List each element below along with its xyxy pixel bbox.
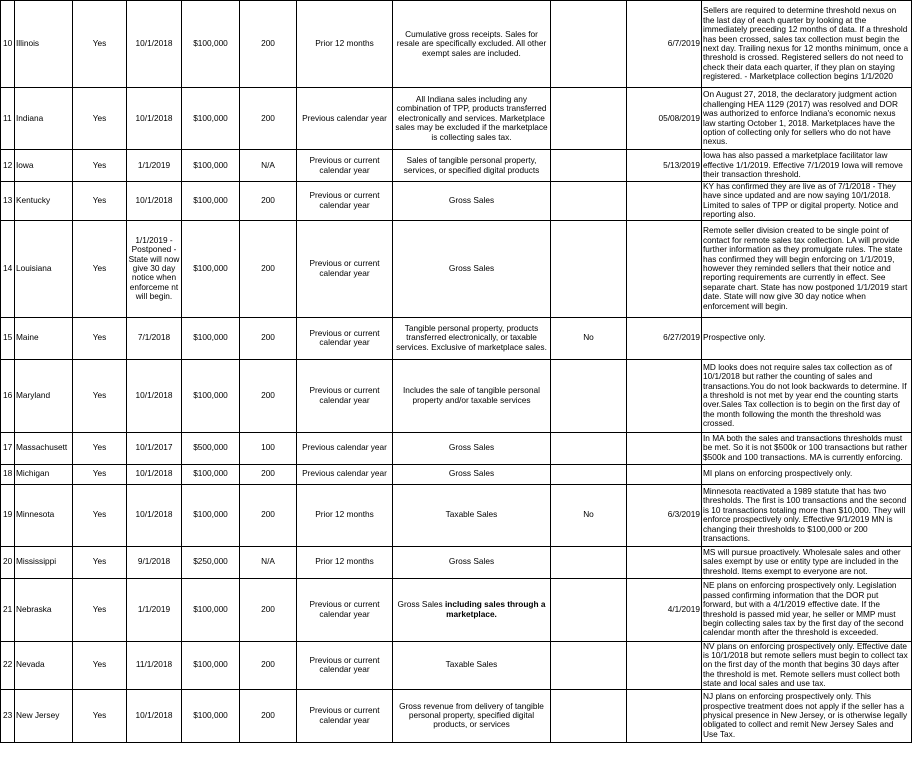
state-name: Minnesota — [15, 484, 73, 546]
row-number: 23 — [1, 689, 15, 742]
notes-cell: MI plans on enforcing prospectively only. — [702, 464, 912, 484]
included-sales-text: Taxable Sales — [445, 509, 498, 520]
measurement-period: Previous or current calendar year — [297, 317, 393, 359]
yes-cell: Yes — [73, 220, 127, 317]
measurement-period: Previous or current calendar year — [297, 150, 393, 182]
transaction-threshold: N/A — [240, 546, 297, 578]
included-sales-text: Gross Sales — [448, 442, 495, 453]
sales-threshold: $100,000 — [182, 182, 240, 221]
transaction-threshold: 100 — [240, 432, 297, 464]
enforcement-date — [627, 689, 702, 742]
col9-cell — [551, 182, 627, 221]
row-number: 10 — [1, 1, 15, 88]
effective-date: 10/1/2017 — [127, 432, 182, 464]
notes-cell: MD looks does not require sales tax collection as of 10/1/2018 but rather the counting of sales and transactions.You do not look backwards to determine. If a threshold is not met by year end the counting starts over.Sales Tax collection is to begin on the first day of the month following the month the threshold was crossed. — [702, 359, 912, 432]
yes-cell: Yes — [73, 641, 127, 689]
included-sales-text: All Indiana sales including any combination of TPP, products transferred electronically and services. Marketplace sales may be excluded if the marketplace is collecting sales tax. — [395, 93, 548, 142]
col9-cell — [551, 578, 627, 641]
measurement-period: Previous calendar year — [297, 432, 393, 464]
row-number: 21 — [1, 578, 15, 641]
measurement-period: Previous or current calendar year — [297, 641, 393, 689]
included-sales — [393, 88, 551, 150]
sales-threshold: $100,000 — [182, 484, 240, 546]
enforcement-date: 6/27/2019 — [627, 317, 702, 359]
state-name: Maine — [15, 317, 73, 359]
table-row — [1, 641, 912, 689]
included-sales-text: Taxable Sales — [445, 659, 498, 670]
col9-cell — [551, 546, 627, 578]
measurement-period: Previous or current calendar year — [297, 359, 393, 432]
notes-cell: Remote seller division created to be single point of contact for remote sales tax collection. LA will provide further information as they promulgate rules. The state has confirmed they will begin enforcing on 1/1/2019, however they reminded sellers that their notice and reporting requirements are currently in effect. See separate chart. State has now postponed 1/1/2019 start date. State will now give 30 day notice when enforcement will begin. — [702, 220, 912, 317]
row-number: 14 — [1, 220, 15, 317]
sales-threshold: $100,000 — [182, 464, 240, 484]
included-sales — [393, 546, 551, 578]
included-sales-text: Gross Sales — [448, 468, 495, 479]
row-number: 16 — [1, 359, 15, 432]
col9-cell: No — [551, 317, 627, 359]
row-number: 11 — [1, 88, 15, 150]
effective-date: 1/1/2019 - Postponed - State will now give 30 day notice when enforceme nt will begin. — [127, 220, 182, 317]
measurement-period: Previous or current calendar year — [297, 689, 393, 742]
transaction-threshold: 200 — [240, 1, 297, 88]
included-sales-text: Gross revenue from delivery of tangible personal property, specified digital products, or services — [399, 700, 544, 730]
sales-threshold: $100,000 — [182, 689, 240, 742]
included-sales-text: Gross Sales — [448, 556, 495, 567]
notes-cell: On August 27, 2018, the declaratory judgment action challenging HEA 1129 (2017) was resolved and DOR was authorized to enforce Indiana's economic nexus law starting October 1, 2018. Marketplaces have the option of collecting only for sellers who do not have nexus. — [702, 88, 912, 150]
row-number: 15 — [1, 317, 15, 359]
measurement-period: Previous or current calendar year — [297, 578, 393, 641]
row-number: 18 — [1, 464, 15, 484]
measurement-period: Prior 12 months — [297, 546, 393, 578]
notes-cell: Sellers are required to determine threshold nexus on the last day of each quarter by looking at the immediately preceding 12 months of data. If a threshold has been crossed, sales tax collection must begin the next day. Trailing nexus for 12 months minimum, once a threshold is crossed. Registered sellers do not need to check their data each quarter, if they plan on staying registered. - Marketplace collection begins 1/1/2020 — [702, 1, 912, 88]
state-name: Nebraska — [15, 578, 73, 641]
included-sales — [393, 484, 551, 546]
sales-threshold: $100,000 — [182, 359, 240, 432]
state-name: Massachusett — [15, 432, 73, 464]
included-sales — [393, 150, 551, 182]
enforcement-date — [627, 359, 702, 432]
measurement-period: Previous or current calendar year — [297, 182, 393, 221]
yes-cell: Yes — [73, 150, 127, 182]
state-name: Maryland — [15, 359, 73, 432]
measurement-period: Previous calendar year — [297, 464, 393, 484]
enforcement-date — [627, 464, 702, 484]
transaction-threshold: N/A — [240, 150, 297, 182]
included-sales-text: Gross Sales — [448, 262, 495, 273]
yes-cell: Yes — [73, 88, 127, 150]
transaction-threshold: 200 — [240, 88, 297, 150]
included-sales-text: Gross Sales — [448, 195, 495, 206]
included-sales — [393, 182, 551, 221]
state-name: Illinois — [15, 1, 73, 88]
row-number: 20 — [1, 546, 15, 578]
sales-threshold: $250,000 — [182, 546, 240, 578]
table-row — [1, 484, 912, 546]
state-name: Michigan — [15, 464, 73, 484]
enforcement-date: 5/13/2019 — [627, 150, 702, 182]
table-row — [1, 359, 912, 432]
notes-cell: KY has confirmed they are live as of 7/1/2018 - They have since updated and are now saying 10/1/2018. Limited to sales of TPP or digital property. Notice and reporting also. — [702, 182, 912, 221]
transaction-threshold: 200 — [240, 464, 297, 484]
notes-cell: Iowa has also passed a marketplace facilitator law effective 1/1/2019. Effective 7/1/2019 Iowa will remove their transaction threshold. — [702, 150, 912, 182]
sales-threshold: $500,000 — [182, 432, 240, 464]
yes-cell: Yes — [73, 464, 127, 484]
yes-cell: Yes — [73, 578, 127, 641]
notes-cell: Minnesota reactivated a 1989 statute that has two thresholds. The first is 100 transactions and the second is 10 transactions totaling more than $10,000. They will enforce prospectively only. Effective 9/1/2019 MN is changing their thresholds to $100,000 or 200 transactions. — [702, 484, 912, 546]
effective-date: 11/1/2018 — [127, 641, 182, 689]
yes-cell: Yes — [73, 1, 127, 88]
row-number: 22 — [1, 641, 15, 689]
table-row — [1, 150, 912, 182]
table-row — [1, 464, 912, 484]
enforcement-date — [627, 641, 702, 689]
sales-threshold: $100,000 — [182, 317, 240, 359]
enforcement-date — [627, 546, 702, 578]
sales-threshold: $100,000 — [182, 1, 240, 88]
yes-cell: Yes — [73, 432, 127, 464]
enforcement-date: 6/3/2019 — [627, 484, 702, 546]
col9-cell — [551, 220, 627, 317]
notes-cell: Prospective only. — [702, 317, 912, 359]
measurement-period: Previous or current calendar year — [297, 220, 393, 317]
transaction-threshold: 200 — [240, 220, 297, 317]
included-sales — [393, 317, 551, 359]
yes-cell: Yes — [73, 546, 127, 578]
notes-cell: NJ plans on enforcing prospectively only. This prospective treatment does not apply if the seller has a physical presence in New Jersey, or is otherwise legally obligated to collect and remit New Jersey Sales and Use Tax. — [702, 689, 912, 742]
table-row — [1, 88, 912, 150]
notes-cell: MS will pursue proactively. Wholesale sales and other sales exempt by use or entity type are included in the threshold. Items exempt to everyone are not. — [702, 546, 912, 578]
sales-threshold: $100,000 — [182, 150, 240, 182]
row-number: 17 — [1, 432, 15, 464]
table-row — [1, 432, 912, 464]
effective-date: 10/1/2018 — [127, 1, 182, 88]
state-name: Mississippi — [15, 546, 73, 578]
effective-date: 1/1/2019 — [127, 578, 182, 641]
row-number: 12 — [1, 150, 15, 182]
table-row — [1, 546, 912, 578]
sales-threshold: $100,000 — [182, 220, 240, 317]
yes-cell: Yes — [73, 689, 127, 742]
enforcement-date — [627, 182, 702, 221]
sales-threshold: $100,000 — [182, 578, 240, 641]
transaction-threshold: 200 — [240, 359, 297, 432]
transaction-threshold: 200 — [240, 317, 297, 359]
col9-cell — [551, 88, 627, 150]
included-sales-bold: including sales through a marketplace. — [442, 599, 546, 619]
measurement-period: Prior 12 months — [297, 484, 393, 546]
enforcement-date — [627, 432, 702, 464]
enforcement-date — [627, 220, 702, 317]
enforcement-date: 4/1/2019 — [627, 578, 702, 641]
effective-date: 10/1/2018 — [127, 464, 182, 484]
included-sales — [393, 359, 551, 432]
included-sales — [393, 220, 551, 317]
included-sales — [393, 578, 551, 641]
table-row — [1, 220, 912, 317]
col9-cell — [551, 1, 627, 88]
yes-cell: Yes — [73, 317, 127, 359]
effective-date: 9/1/2018 — [127, 546, 182, 578]
included-sales — [393, 689, 551, 742]
effective-date: 10/1/2018 — [127, 182, 182, 221]
transaction-threshold: 200 — [240, 689, 297, 742]
yes-cell: Yes — [73, 359, 127, 432]
transaction-threshold: 200 — [240, 578, 297, 641]
notes-cell: NV plans on enforcing prospectively only. Effective date is 10/1/2018 but remote sellers must begin to collect tax on the first day of the month that begins 30 days after the threshold is met. Remote sellers must collect both state and local sales and use tax. — [702, 641, 912, 689]
sales-threshold: $100,000 — [182, 88, 240, 150]
effective-date: 1/1/2019 — [127, 150, 182, 182]
table-row — [1, 578, 912, 641]
col9-cell — [551, 359, 627, 432]
effective-date: 10/1/2018 — [127, 88, 182, 150]
notes-cell: In MA both the sales and transactions thresholds must be met. So it is not $500k or 100 transactions but rather $500k and 100 transactions. MA is currently enforcing. — [702, 432, 912, 464]
col9-cell — [551, 464, 627, 484]
effective-date: 10/1/2018 — [127, 484, 182, 546]
included-sales — [393, 464, 551, 484]
effective-date: 7/1/2018 — [127, 317, 182, 359]
yes-cell: Yes — [73, 182, 127, 221]
included-sales — [393, 432, 551, 464]
measurement-period: Previous calendar year — [297, 88, 393, 150]
table-row — [1, 317, 912, 359]
col9-cell — [551, 641, 627, 689]
table-row — [1, 1, 912, 88]
state-name: Indiana — [15, 88, 73, 150]
effective-date: 10/1/2018 — [127, 359, 182, 432]
enforcement-date: 6/7/2019 — [627, 1, 702, 88]
included-sales-text: Includes the sale of tangible personal property and/or taxable services — [403, 385, 540, 405]
sales-threshold: $100,000 — [182, 641, 240, 689]
notes-cell: NE plans on enforcing prospectively only. Legislation passed confirming information that the DOR put forward, but with a 4/1/2019 effective date. If the threshold is passed mid year, he seller or MMP must begin collecting sales tax by the first day of the second calendar month after the threshold is exceeded. — [702, 578, 912, 641]
measurement-period: Prior 12 months — [297, 1, 393, 88]
col9-cell: No — [551, 484, 627, 546]
included-sales-text: Gross Sales — [397, 599, 443, 610]
included-sales — [393, 641, 551, 689]
included-sales-text: Tangible personal property, products transferred electronically, or taxable services. Exclusive of marketplace sales. — [396, 323, 547, 352]
transaction-threshold: 200 — [240, 484, 297, 546]
table-row — [1, 689, 912, 742]
effective-date: 10/1/2018 — [127, 689, 182, 742]
included-sales — [393, 1, 551, 88]
col9-cell — [551, 432, 627, 464]
state-name: New Jersey — [15, 689, 73, 742]
col9-cell — [551, 689, 627, 742]
yes-cell: Yes — [73, 484, 127, 546]
enforcement-date: 05/08/2019 — [627, 88, 702, 150]
state-name: Louisiana — [15, 220, 73, 317]
table-row — [1, 182, 912, 221]
state-name: Iowa — [15, 150, 73, 182]
transaction-threshold: 200 — [240, 641, 297, 689]
transaction-threshold: 200 — [240, 182, 297, 221]
col9-cell — [551, 150, 627, 182]
included-sales-text: Sales of tangible personal property, services, or specified digital products — [403, 155, 540, 175]
row-number: 19 — [1, 484, 15, 546]
state-name: Nevada — [15, 641, 73, 689]
state-name: Kentucky — [15, 182, 73, 221]
included-sales-text: Cumulative gross receipts. Sales for resale are specifically excluded. All other exempt sales are included. — [396, 28, 547, 58]
row-number: 13 — [1, 182, 15, 221]
